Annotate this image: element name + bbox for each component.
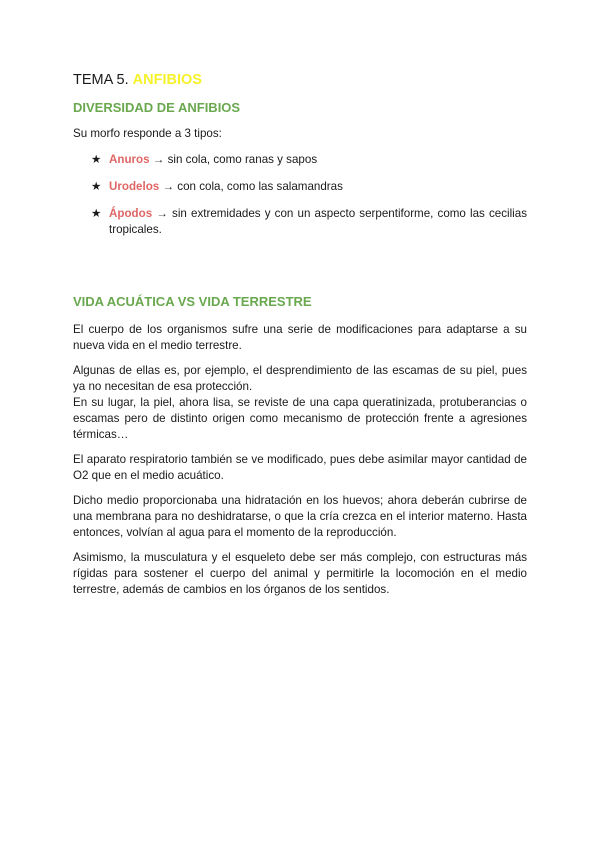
paragraph-3: El aparato respiratorio también se ve modificado, pues debe asimilar mayor cantidad de O2 que en el medio acuático. xyxy=(73,453,527,482)
title-prefix: TEMA 5. xyxy=(73,72,133,88)
list-item-urodelos xyxy=(73,179,527,195)
paragraph-2b: En su lugar, la piel, ahora lisa, se reviste de una capa queratinizada, protuberancias o escamas pero de distinto origen como mecanismo de protección frente a agresiones térmicas… xyxy=(73,396,527,441)
star-icon: ★ xyxy=(91,207,102,220)
page-title xyxy=(73,70,527,90)
section-heading-vida: VIDA ACUÁTICA VS VIDA TERRESTRE xyxy=(73,294,312,309)
term-anuros: Anuros xyxy=(109,153,150,166)
desc-anuros: → sin cola, como ranas y sapos xyxy=(149,153,318,166)
paragraph-4: Dicho medio proporcionaba una hidratación en los huevos; ahora deberán cubrirse de una membrana para no deshidratarse, o que la cría crezca en el interior materno. Hasta entonces, volvían al agua para el momento de la reproducción. xyxy=(73,494,527,539)
paragraph-2a: Algunas de ellas es, por ejemplo, el desprendimiento de las escamas de su piel, pues ya no necesitan de esa protección. xyxy=(73,364,527,393)
desc-apodos: → sin extremidades y con un aspecto serpentiforme, como las cecilias tropicales. xyxy=(109,207,527,236)
list-item-apodos xyxy=(73,206,527,238)
section-heading-diversidad: DIVERSIDAD DE ANFIBIOS xyxy=(73,100,241,115)
term-urodelos: Urodelos xyxy=(109,180,160,193)
paragraph-5: Asimismo, la musculatura y el esqueleto debe ser más complejo, con estructuras más rígidas para sostener el cuerpo del animal y permitirle la locomoción en el medio terrestre, además de cambios en los órganos de los sentidos. xyxy=(73,551,527,596)
types-list xyxy=(73,152,527,238)
document-content xyxy=(73,70,527,598)
paragraph-1: El cuerpo de los organismos sufre una serie de modificaciones para adaptarse a su nueva vida en el medio terrestre. xyxy=(73,323,527,352)
title-highlight: ANFIBIOS xyxy=(132,72,202,88)
star-icon: ★ xyxy=(91,180,102,193)
desc-urodelos: → con cola, como las salamandras xyxy=(159,180,343,193)
intro-text: Su morfo responde a 3 tipos: xyxy=(73,127,222,140)
list-item-anuros xyxy=(73,152,527,168)
term-apodos: Ápodos xyxy=(109,207,153,220)
star-icon: ★ xyxy=(91,153,102,166)
